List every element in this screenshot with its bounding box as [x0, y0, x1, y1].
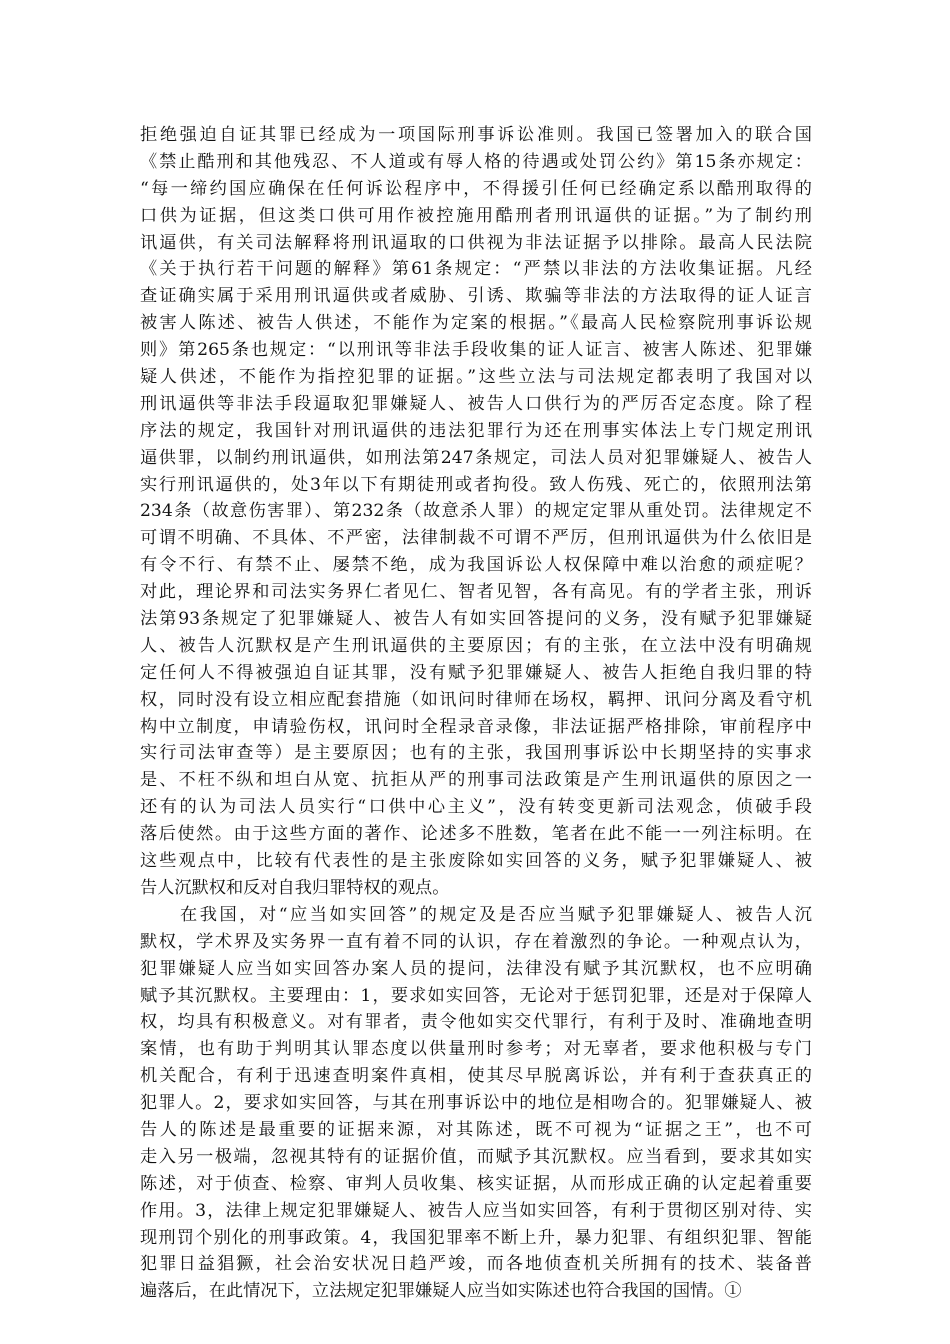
text-line: 在我国，对“应当如实回答”的规定及是否应当赋予犯罪嫌疑人、被告人沉: [180, 904, 812, 925]
text-line: 告人的陈述是最重要的证据来源，对其陈述，既不可视为“证据之王”，也不可: [140, 1119, 812, 1140]
text-line: 被害人陈述、被告人供述，不能作为定案的根据。”《最高人民检察院刑事诉讼规: [140, 313, 812, 334]
text-line: 赋予其沉默权。主要理由：1，要求如实回答，无论对于惩罚犯罪，还是对于保障人: [140, 985, 812, 1006]
text-line: 人、被告人沉默权是产生刑讯逼供的主要原因；有的主张，在立法中没有明确规: [140, 635, 812, 656]
text-line: 案情，也有助于判明其认罪态度以供量刑时参考；对无辜者，要求他积极与专门: [140, 1039, 812, 1060]
text-line: 告人沉默权和反对自我归罪特权的观点。: [140, 877, 450, 898]
text-line: 权，同时没有设立相应配套措施（如讯问时律师在场权，羁押、讯问分离及看守机: [140, 689, 812, 710]
text-line: 《禁止酷刑和其他残忍、不人道或有辱人格的待遇或处罚公约》第15条亦规定：: [140, 151, 812, 172]
text-line: 拒绝强迫自证其罪已经成为一项国际刑事诉讼准则。我国已签署加入的联合国: [140, 125, 812, 145]
text-line: 默权，学术界及实务界一直有着不同的认识，存在着激烈的争论。一种观点认为，: [140, 931, 812, 952]
text-line: 查证确实属于采用刑讯逼供或者威胁、引诱、欺骗等非法的方法取得的证人证言: [140, 286, 812, 307]
text-line: 《关于执行若干问题的解释》第61条规定：“严禁以非法的方法收集证据。凡经: [140, 259, 812, 280]
text-line: 陈述，对于侦查、检察、审判人员收集、核实证据，从而形成正确的认定起着重要: [140, 1173, 812, 1194]
text-line: 逼供罪，以制约刑讯逼供，如刑法第247条规定，司法人员对犯罪嫌疑人、被告人: [140, 447, 812, 468]
text-line: 权，均具有积极意义。对有罪者，责令他如实交代罪行，有利于及时、准确地查明: [140, 1012, 812, 1033]
text-line: 讯逼供，有关司法解释将刑讯逼取的口供视为非法证据予以排除。最高人民法院: [140, 232, 812, 253]
text-line: 口供为证据，但这类口供可用作被控施用酷刑者刑讯逼供的证据。”为了制约刑: [140, 205, 812, 226]
paragraph-1: [140, 122, 812, 902]
text-line: 234条（故意伤害罪）、第232条（故意杀人罪）的规定定罪从重处罚。法律规定不: [140, 501, 812, 522]
text-line: 对此，理论界和司法实务界仁者见仁、智者见智，各有高见。有的学者主张，刑诉: [140, 582, 812, 603]
text-line: 构中立制度，申请验伤权，讯问时全程录音录像，非法证据严格排除，审前程序中: [140, 716, 812, 737]
text-line: 实行司法审查等）是主要原因；也有的主张，我国刑事诉讼中长期坚持的实事求: [140, 743, 812, 764]
text-line: 现刑罚个别化的刑事政策。4，我国犯罪率不断上升，暴力犯罪、有组织犯罪、智能: [140, 1227, 812, 1248]
text-line: 这些观点中，比较有代表性的是主张废除如实回答的义务，赋予犯罪嫌疑人、被: [140, 851, 812, 872]
text-line: 序法的规定，我国针对刑讯逼供的违法犯罪行为还在刑事实体法上专门规定刑讯: [140, 420, 812, 441]
document-body: [140, 122, 812, 1305]
text-line: 则》第265条也规定：“以刑讯等非法手段收集的证人证言、被害人陈述、犯罪嫌: [140, 340, 812, 361]
text-line: 走入另一极端，忽视其特有的证据价值，而赋予其沉默权。应当看到，要求其如实: [140, 1146, 812, 1167]
text-line: 落后使然。由于这些方面的著作、论述多不胜数，笔者在此不能一一列注标明。在: [140, 824, 812, 845]
text-line: 是、不枉不纵和坦白从宽、抗拒从严的刑事司法政策是产生刑讯逼供的原因之一: [140, 770, 812, 791]
text-line: 有令不行、有禁不止、屡禁不绝，成为我国诉讼人权保障中难以治愈的顽症呢？: [140, 555, 812, 576]
text-line: 作用。3，法律上规定犯罪嫌疑人、被告人应当如实回答，有利于贯彻区别对待、实: [140, 1200, 812, 1221]
text-line: 犯罪日益猖獗，社会治安状况日趋严竣，而各地侦查机关所拥有的技术、装备普: [140, 1254, 812, 1275]
text-line: 刑讯逼供等非法手段逼取犯罪嫌疑人、被告人口供行为的严厉否定态度。除了程: [140, 393, 812, 414]
text-line: 定任何人不得被强迫自证其罪，没有赋予犯罪嫌疑人、被告人拒绝自我归罪的特: [140, 662, 812, 683]
text-line: 机关配合，有利于迅速查明案件真相，使其尽早脱离诉讼，并有利于查获真正的: [140, 1066, 812, 1087]
text-line: 还有的认为司法人员实行“口供中心主义”，没有转变更新司法观念，侦破手段: [140, 797, 812, 818]
paragraph-2: [140, 902, 812, 1305]
text-line: 遍落后，在此情况下，立法规定犯罪嫌疑人应当如实陈述也符合我国的国情。①: [140, 1281, 742, 1302]
text-line: “每一缔约国应确保在任何诉讼程序中，不得援引任何已经确定系以酷刑取得的: [140, 178, 812, 199]
text-line: 实行刑讯逼供的，处3年以下有期徒刑或者拘役。致人伤残、死亡的，依照刑法第: [140, 474, 812, 495]
text-line: 犯罪人。2，要求如实回答，与其在刑事诉讼中的地位是相吻合的。犯罪嫌疑人、被: [140, 1093, 812, 1114]
text-line: 犯罪嫌疑人应当如实回答办案人员的提问，法律没有赋予其沉默权，也不应明确: [140, 958, 812, 979]
text-line: 可谓不明确、不具体、不严密，法律制裁不可谓不严厉，但刑讯逼供为什么依旧是: [140, 528, 812, 549]
text-line: 法第93条规定了犯罪嫌疑人、被告人有如实回答提问的义务，没有赋予犯罪嫌疑: [140, 609, 812, 630]
text-line: 疑人供述，不能作为指控犯罪的证据。”这些立法与司法规定都表明了我国对以: [140, 367, 812, 388]
